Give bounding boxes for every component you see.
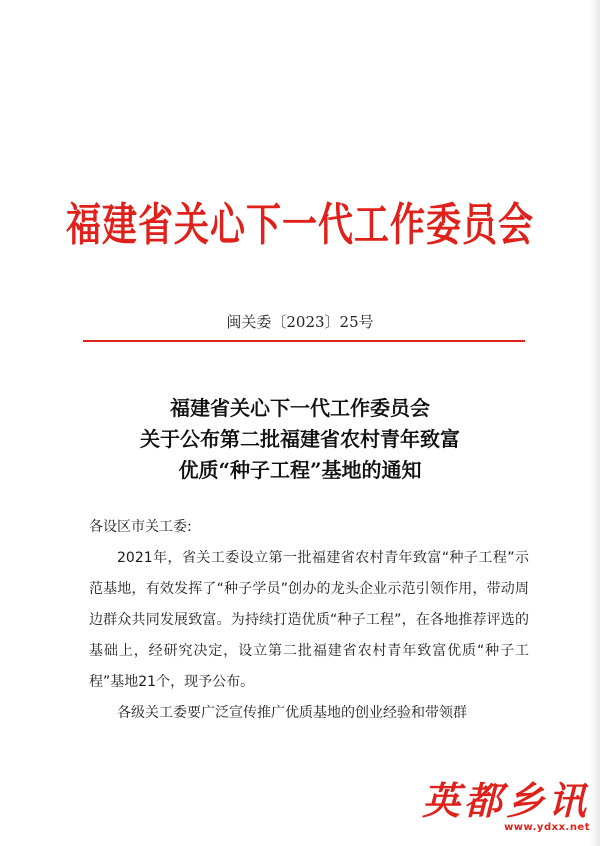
notice-title: [0, 393, 600, 486]
title-line-2: 关于公布第二批福建省农村青年致富: [140, 427, 460, 451]
body-paragraph-2: 各级关工委要广泛宣传推广优质基地的创业经验和带领群: [117, 705, 467, 721]
document-number: 闽关委〔2023〕25号: [226, 313, 374, 331]
notice-body: [89, 512, 529, 729]
watermark-logo-text: 英都乡讯: [421, 778, 590, 823]
issuer-header: 福建省关心下一代工作委员会: [65, 198, 534, 252]
watermark-url: www.ydxx.net: [504, 822, 590, 833]
red-divider-line: [83, 340, 525, 342]
body-paragraph-1: 2021年，省关工委设立第一批福建省农村青年致富“种子工程”示范基地，有效发挥了“种子学员”创办的龙头企业示范引领作用，带动周边群众共同发展致富。为持续打造优质“种子工程”，在各地推荐评选的基础上，经研究决定，设立第二批福建省农村青年致富优质“种子工程”基地21个，现予公布。: [89, 550, 529, 690]
title-line-3: 优质“种子工程”基地的通知: [178, 458, 422, 482]
addressee: 各设区市关工委:: [89, 519, 192, 535]
page-edge-shadow: [590, 0, 600, 846]
title-line-1: 福建省关心下一代工作委员会: [170, 396, 430, 420]
site-watermark: [421, 770, 594, 842]
